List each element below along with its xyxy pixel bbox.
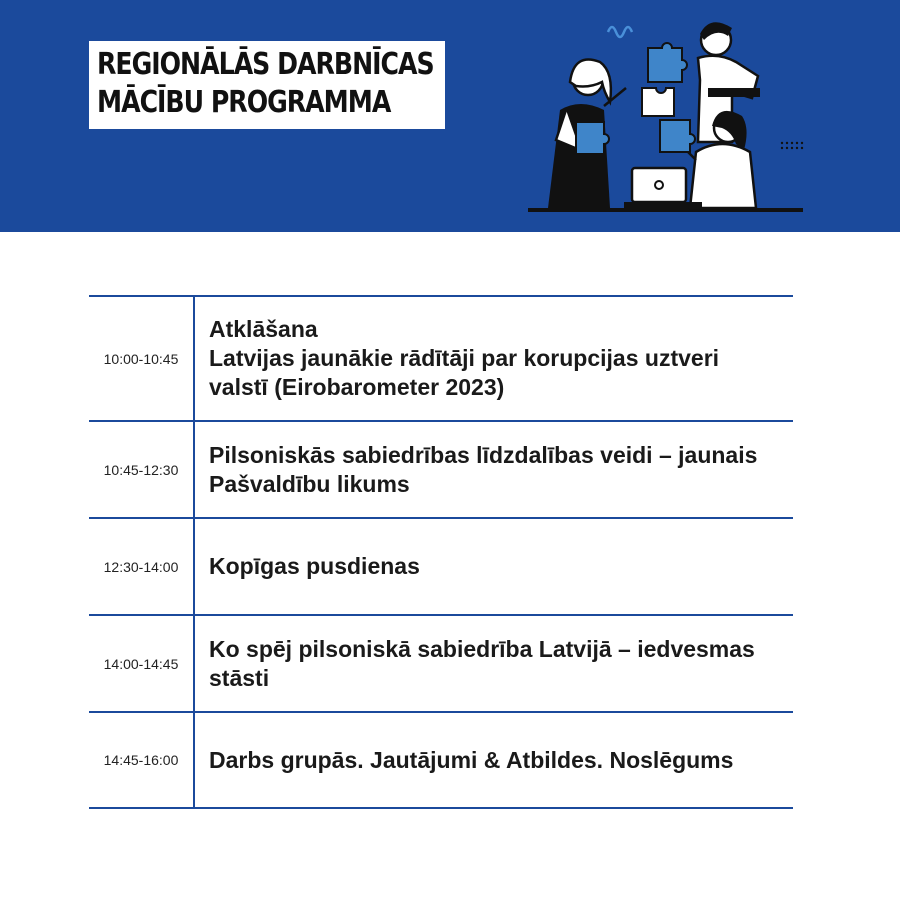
session-cell [195,616,793,711]
session-line: Pilsoniskās sabiedrības līdzdalības veidi – jaunais [209,441,758,468]
schedule-row [89,422,793,519]
schedule-row [89,713,793,809]
schedule-table [89,295,793,809]
title-line-1: REGIONĀLĀS DARBNĪCAS [97,47,434,82]
session-cell [195,422,793,517]
session-line: Kopīgas pusdienas [209,553,420,579]
session-cell [195,519,793,614]
session-line: Darbs grupās. Jautājumi & Atbildes. Noslēgums [209,746,734,773]
time-cell: 10:45-12:30 [89,422,195,517]
time-cell: 12:30-14:00 [89,519,195,614]
time-cell: 10:00-10:45 [89,297,195,420]
time-cell: 14:00-14:45 [89,616,195,711]
schedule-row [89,295,793,422]
people-solving-puzzle-illustration [520,10,820,220]
session-line: stāsti [209,664,270,691]
session-cell [195,713,793,807]
header-banner [0,0,900,232]
session-line: valstī (Eirobarometer 2023) [209,374,505,400]
title-line-2: MĀCĪBU PROGRAMMA [97,85,391,120]
session-line: Latvijas jaunākie rādītāji par korupcijas uztveri [209,345,720,371]
schedule-row [89,519,793,616]
time-cell: 14:45-16:00 [89,713,195,807]
title-box [89,41,445,129]
schedule-row [89,616,793,713]
session-line: Ko spēj pilsoniskā sabiedrība Latvijā – iedvesmas [209,635,755,662]
session-cell [195,297,793,420]
session-line: Atklāšana [209,316,318,342]
session-line: Pašvaldību likums [209,470,410,497]
